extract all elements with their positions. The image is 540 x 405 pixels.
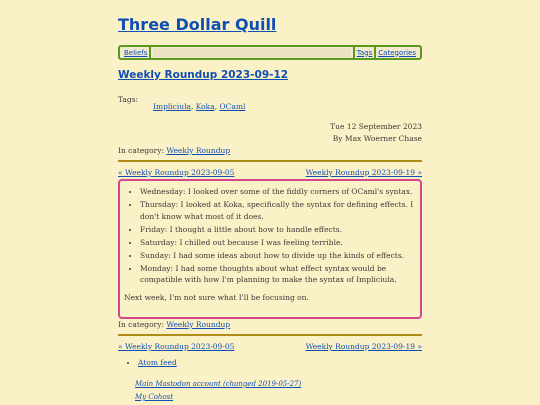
nav-separator [149,47,151,58]
divider [118,334,422,336]
day-list [124,186,414,286]
site-title-link[interactable]: Three Dollar Quill [118,15,277,34]
divider [118,160,422,162]
nav-beliefs-link[interactable]: Beliefs [124,48,148,57]
list-item: • Sunday: I had some ideas about how to divide up the kinds of effects. [140,250,414,262]
category-line-top [118,146,230,155]
list-item: • Friday: I thought a little about how to handle effects. [140,224,414,236]
tags-label: Tags: [118,95,139,104]
list-item: • Wednesday: I looked over some of the fiddly corners of OCaml's syntax. [140,186,414,198]
nav-spacer [153,48,350,57]
post-content [118,179,422,319]
tag-link-koka[interactable]: Koka [195,102,215,111]
feed-list [134,358,177,367]
list-item [138,358,177,367]
category-label: In category: [118,146,164,155]
post-nav-bottom [118,342,422,351]
nav-tags-link[interactable]: Tags [356,48,373,57]
list-item: • Thursday: I looked at Koka, specifically the syntax for defining effects. I don't know what most of it does. [140,199,414,222]
next-post-link[interactable]: Weekly Roundup 2023-09-19 » [305,342,422,351]
post-date: Tue 12 September 2023 [330,122,422,131]
top-nav-bar [118,45,422,60]
prev-post-link[interactable]: « Weekly Roundup 2023-09-05 [118,168,235,177]
prev-post-link[interactable]: « Weekly Roundup 2023-09-05 [118,342,235,351]
cohost-link[interactable]: My Cohost [135,393,174,401]
category-label: In category: [118,320,164,329]
category-link[interactable]: Weekly Roundup [166,320,231,329]
atom-feed-link[interactable]: Atom feed [138,358,177,367]
list-item: • Monday: I had some thoughts about what effect syntax would be compatible with how I'm planning to make the syntax of Impliciula. [140,263,414,286]
tags-list: Impliciula, Koka, OCaml [153,102,246,111]
category-line-bottom [118,320,230,329]
closing-paragraph: Next week, I'm not sure what I'll be focusing on. [124,292,309,302]
list-item: • Saturday: I chilled out because I was feeling terrible. [140,237,414,249]
post-nav-top [118,168,422,177]
next-post-link[interactable]: Weekly Roundup 2023-09-19 » [305,168,422,177]
tag-link-impliciula[interactable]: Impliciula [153,102,191,111]
post-title-link[interactable]: Weekly Roundup 2023-09-12 [118,69,289,81]
category-link[interactable]: Weekly Roundup [166,146,231,155]
nav-categories-link[interactable]: Categories [378,48,416,57]
post-author: By Max Woerner Chase [332,134,422,143]
mastodon-link[interactable]: Main Mastodon account (changed 2019-05-27) [135,380,302,388]
tag-link-ocaml[interactable]: OCaml [219,102,246,111]
